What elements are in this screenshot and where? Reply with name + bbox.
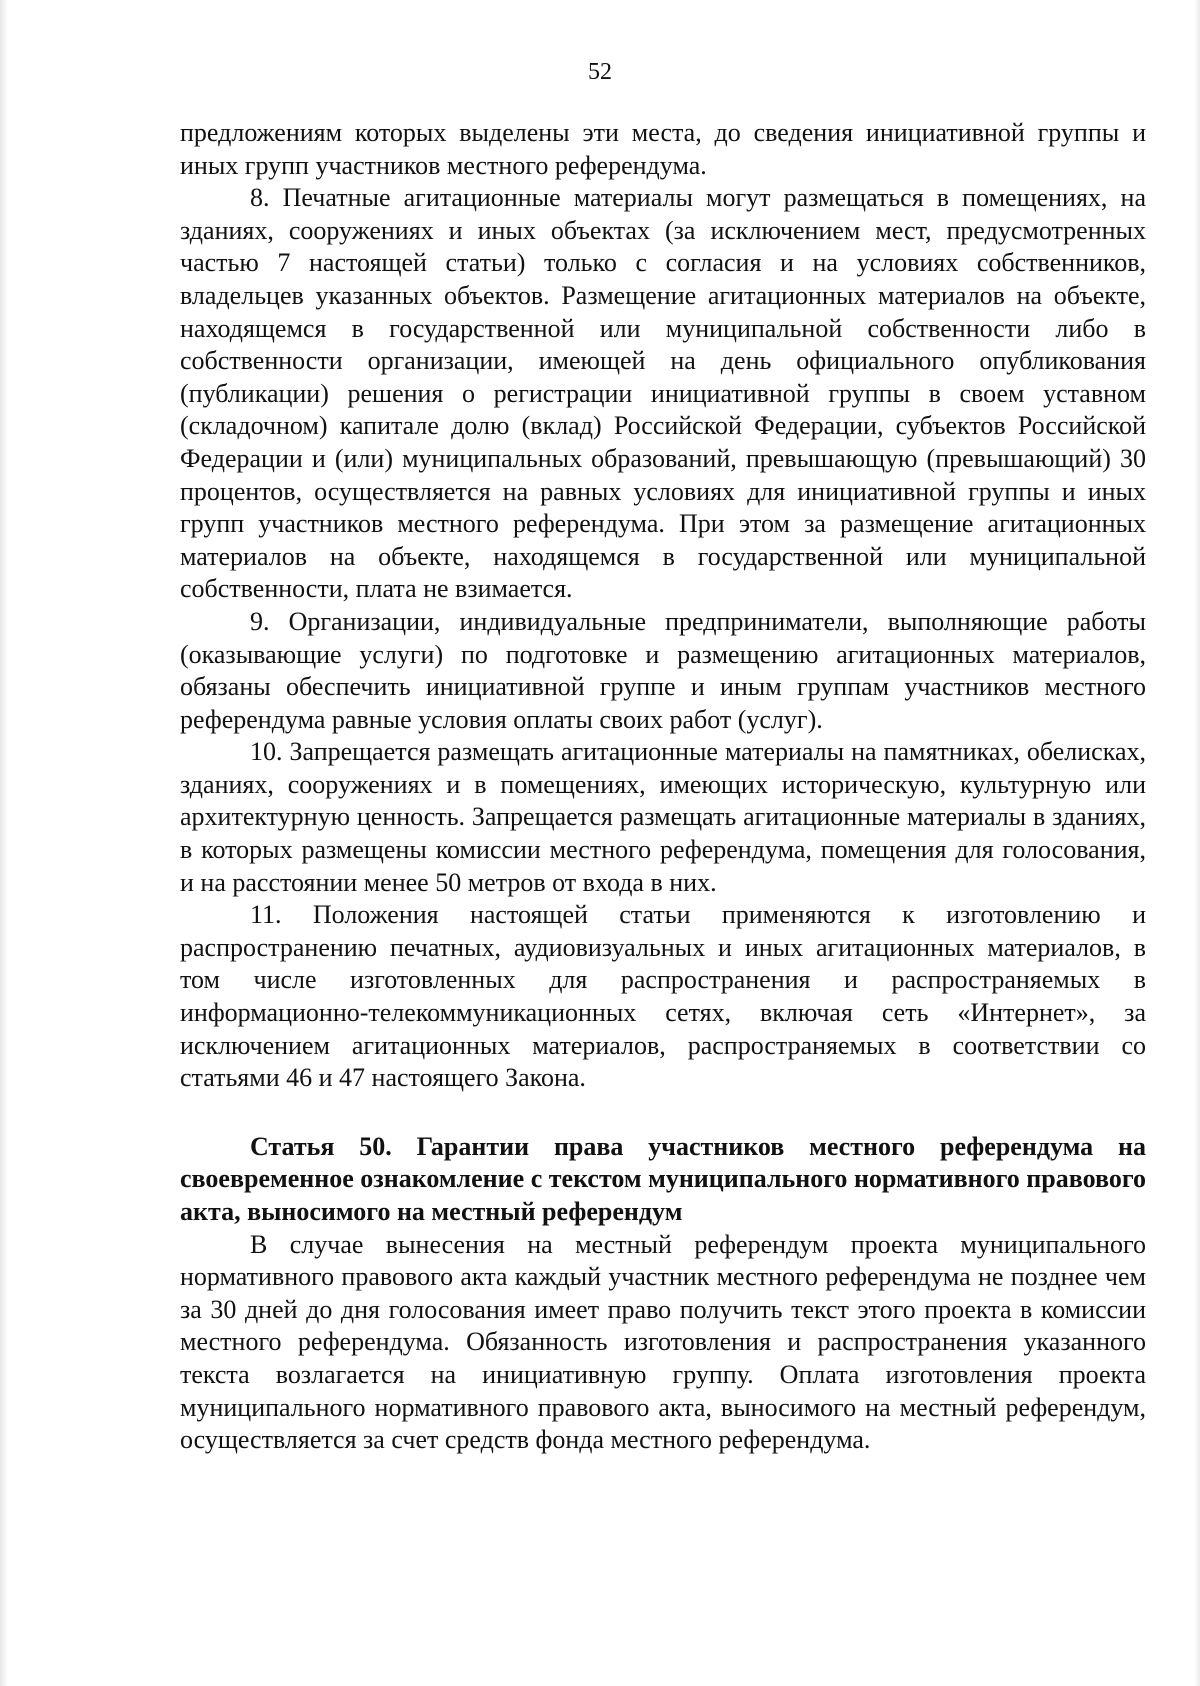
paragraph-item-11: 11. Положения настоящей статьи применяются к изготовлению и распространению печатных, аудиовизуальных и иных агитационных материалов, в том числе изготовленных для распространения и распространяемых в информационно-телекоммуникационных сетях, включая сеть «Интернет», за исключением агитационных материалов, распространяемых в соответствии со статьями 46 и 47 настоящего Закона. — [180, 900, 1146, 1093]
paragraph-item-9: 9. Организации, индивидуальные предприниматели, выполняющие работы (оказывающие услуги) по подготовке и размещению агитационных материалов, обязаны обеспечить инициативной группе и иным группам участников местного референдума равные условия оплаты своих работ (услуг). — [180, 606, 1146, 734]
document-body — [180, 117, 1146, 1457]
article-50-heading: Статья 50. Гарантии права участников местного референдума на своевременное ознакомление с текстом муниципального нормативного правового акта, выносимого на местный референдум — [180, 1131, 1146, 1226]
article-50-body: В случае вынесения на местный референдум проекта муниципального нормативного правового акта каждый участник местного референдума не позднее чем за 30 дней до дня голосования имеет право получить текст этого проекта в комиссии местного референдума. Обязанность изготовления и распространения указанного текста возлагается на инициативную группу. Оплата изготовления проекта муниципального нормативного правового акта, выносимого на местный референдум, осуществляется за счет средств фонда местного референдума. — [180, 1229, 1146, 1455]
paragraph-continuation: предложениям которых выделены эти места, до сведения инициативной группы и иных групп участников местного референдума. — [180, 118, 1146, 180]
scan-edge-right — [1194, 0, 1200, 1686]
scan-edge-left — [0, 0, 8, 1686]
paragraph-item-8: 8. Печатные агитационные материалы могут размещаться в помещениях, на зданиях, сооружениях и иных объектах (за исключением мест, предусмотренных частью 7 настоящей статьи) только с согласия и на условиях собственников, владельцев указанных объектов. Размещение агитационных материалов на объекте, находящемся в государственной или муниципальной собственности либо в собственности организации, имеющей на день официального опубликования (публикации) решения о регистрации инициативной группы в своем уставном (складочном) капитале долю (вклад) Российской Федерации, субъектов Российской Федерации и (или) муниципальных образований, превышающую (превышающий) 30 процентов, осуществляется на равных условиях для инициативной группы и иных групп участников местного референдума. При этом за размещение агитационных материалов на объекте, находящемся в государственной или муниципальной собственности, плата не взимается. — [180, 183, 1146, 604]
page-number: 52 — [588, 59, 612, 85]
paragraph-item-10: 10. Запрещается размещать агитационные материалы на памятниках, обелисках, зданиях, сооружениях и в помещениях, имеющих историческую, культурную или архитектурную ценность. Запрещается размещать агитационные материалы в зданиях, в которых размещены комиссии местного референдума, помещения для голосования, и на расстоянии менее 50 метров от входа в них. — [180, 737, 1146, 897]
